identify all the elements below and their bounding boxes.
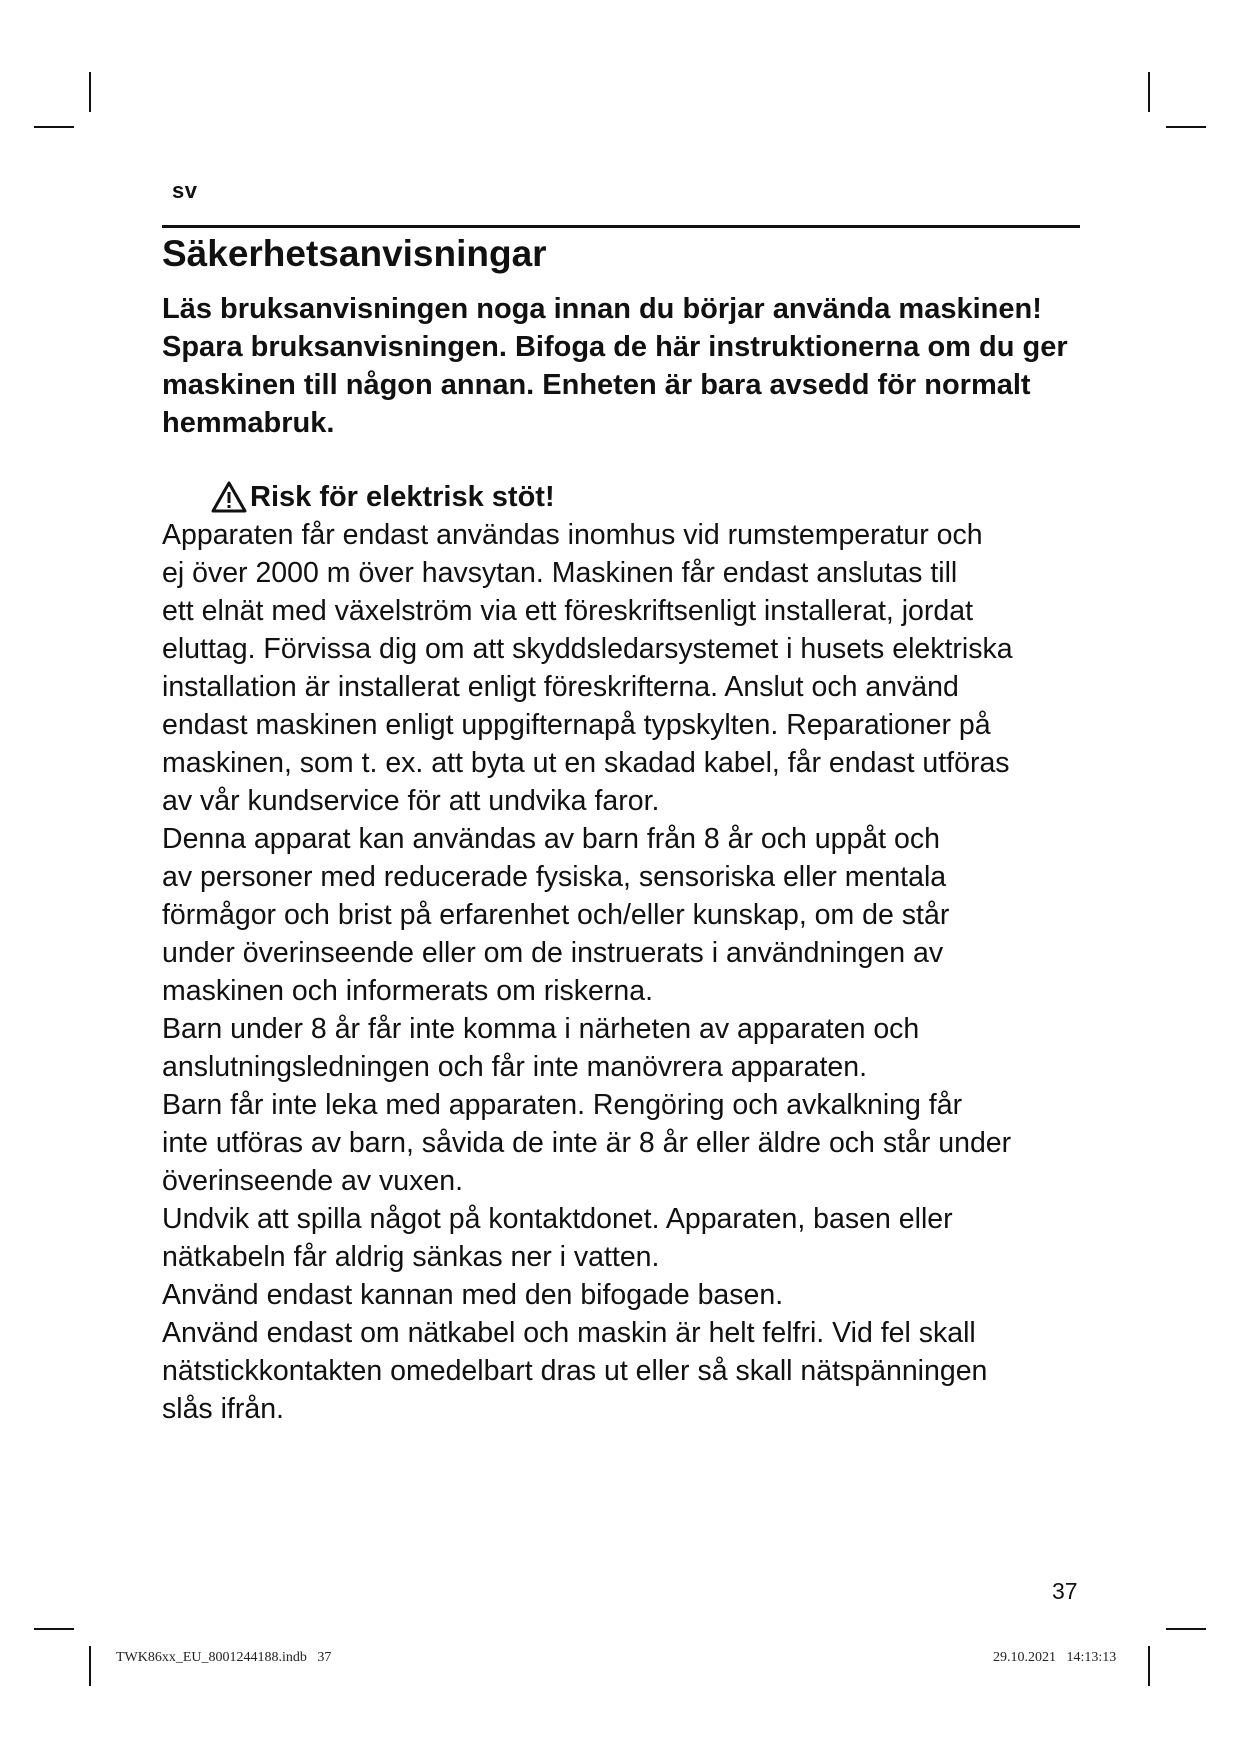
safety-instructions — [162, 516, 1082, 1428]
paragraph-cleaning: Barn får inte leka med apparaten. Rengöring och avkalkning får inte utföras av barn, såvida de inte är 8 år eller äldre och står under överinseende av vuxen. — [162, 1089, 1012, 1197]
crop-mark-bottom-left-vertical — [89, 1646, 91, 1686]
crop-mark-bottom-right-horizontal — [1166, 1628, 1206, 1630]
paragraph-water: Undvik att spilla något på kontaktdonet. Apparaten, basen eller nätkabeln får aldrig sänkas ner i vatten. — [162, 1203, 953, 1273]
paragraph-faults: Använd endast om nätkabel och maskin är helt felfri. Vid fel skall nätstickkontakten omedelbart dras ut eller så skall nätspänningen slås ifrån. — [162, 1317, 988, 1425]
warning-title: Risk för elektrisk stöt! — [250, 481, 555, 513]
language-code: sv — [172, 178, 198, 203]
warning-heading — [210, 478, 555, 516]
crop-mark-top-right-horizontal — [1166, 126, 1206, 128]
paragraph-children-persons: Denna apparat kan användas av barn från 8 år och uppåt och av personer med reducerade fysiska, sensoriska eller mentala förmågor och brist på erfarenhet och/eller kunskap, om de står under överinseende eller om de instruerats i användningen av maskinen och informerats om riskerna. — [162, 823, 950, 1007]
paragraph-electrical: Apparaten får endast användas inomhus vid rumstemperatur och ej över 2000 m över havsytan. Maskinen får endast anslutas till ett elnät med växelström via ett föreskriftsenligt installerat, jordat eluttag. Förvissa dig om att skyddsledarsystemet i husets elektriska installation är installerat enligt föreskrifterna. Anslut och använd endast maskinen enligt uppgifternapå typskylten. Reparationer på maskinen, som t. ex. att byta ut en skadad kabel, får endast utföras av vår kundservice för att undvika faror. — [162, 519, 1013, 817]
footer-file-name: TWK86xx_EU_8001244188.indb 37 — [116, 1650, 332, 1665]
footer-timestamp: 29.10.2021 14:13:13 — [993, 1650, 1117, 1665]
paragraph-base: Använd endast kannan med den bifogade basen. — [162, 1279, 784, 1311]
crop-mark-bottom-left-horizontal — [34, 1628, 74, 1630]
crop-mark-top-right-vertical — [1148, 72, 1150, 112]
intro-paragraph: Läs bruksanvisningen noga innan du börjar använda maskinen! Spara bruksanvisningen. Bifoga de här instruktionerna om du ger maskinen till någon annan. Enheten är bara avsedd för normalt hemmabruk. — [162, 293, 1068, 439]
page-number: 37 — [1052, 1578, 1078, 1604]
warning-triangle-icon — [210, 480, 250, 514]
crop-mark-bottom-right-vertical — [1148, 1646, 1150, 1686]
crop-mark-top-left-vertical — [89, 72, 91, 112]
section-divider — [162, 225, 1080, 228]
section-title: Säkerhetsanvisningar — [162, 233, 547, 274]
paragraph-children-under-8: Barn under 8 år får inte komma i närheten av apparaten och anslutningsledningen och får inte manövrera apparaten. — [162, 1013, 920, 1083]
crop-mark-top-left-horizontal — [34, 126, 74, 128]
